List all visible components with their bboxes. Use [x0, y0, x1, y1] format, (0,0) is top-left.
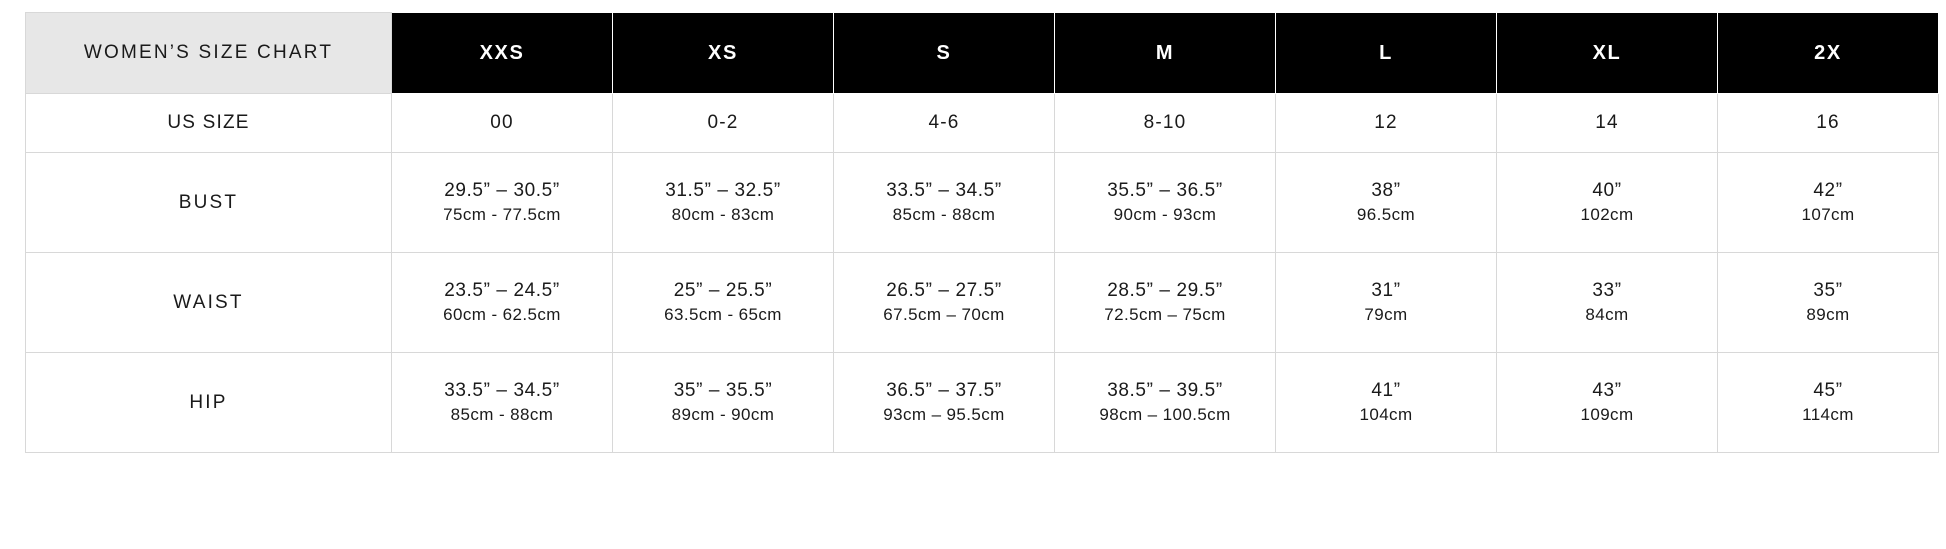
cell-hip-xs [613, 353, 834, 453]
cell-us-size-xs: 0-2 [613, 94, 834, 153]
womens-size-chart-table [25, 12, 1939, 453]
value-inches: 35” – 35.5” [673, 380, 773, 402]
cell-bust-xl [1497, 153, 1718, 253]
column-header-xl: XL [1497, 13, 1718, 94]
value-inches: 38.5” – 39.5” [1107, 380, 1223, 402]
table-row-us-size [26, 94, 1939, 153]
cell-hip-2x [1718, 353, 1939, 453]
value-cm: 67.5cm – 70cm [883, 304, 1005, 324]
cell-waist-s [834, 253, 1055, 353]
row-label-bust: BUST [26, 153, 392, 253]
value-inches: 42” [1813, 180, 1843, 202]
cell-hip-xl [1497, 353, 1718, 453]
value-cm: 114cm [1802, 404, 1854, 424]
value-cm: 63.5cm - 65cm [664, 304, 782, 324]
column-header-l: L [1276, 13, 1497, 94]
value-cm: 109cm [1580, 404, 1634, 424]
value-inches: 23.5” – 24.5” [444, 280, 560, 302]
value-cm: 102cm [1580, 204, 1634, 224]
value-inches: 28.5” – 29.5” [1107, 280, 1223, 302]
value-cm: 79cm [1364, 304, 1408, 324]
cell-waist-2x [1718, 253, 1939, 353]
row-label-hip: HIP [26, 353, 392, 453]
value-cm: 96.5cm [1356, 204, 1416, 224]
chart-title: WOMEN’S SIZE CHART [26, 13, 392, 94]
value-inches: 33.5” – 34.5” [444, 380, 560, 402]
value-inches: 33” [1592, 280, 1622, 302]
value-cm: 93cm – 95.5cm [883, 404, 1005, 424]
value-inches: 26.5” – 27.5” [886, 280, 1002, 302]
cell-hip-s [834, 353, 1055, 453]
value-inches: 31.5” – 32.5” [665, 180, 781, 202]
cell-us-size-l: 12 [1276, 94, 1497, 153]
table-header [26, 13, 1939, 94]
cell-us-size-s: 4-6 [834, 94, 1055, 153]
cell-waist-m [1055, 253, 1276, 353]
cell-us-size-2x: 16 [1718, 94, 1939, 153]
value-cm: 89cm - 90cm [671, 404, 775, 424]
cell-hip-xxs [392, 353, 613, 453]
header-row [26, 13, 1939, 94]
cell-waist-xl [1497, 253, 1718, 353]
column-header-xxs: XXS [392, 13, 613, 94]
column-header-m: M [1055, 13, 1276, 94]
value-inches: 35.5” – 36.5” [1107, 180, 1223, 202]
value-inches: 33.5” – 34.5” [886, 180, 1002, 202]
value-cm: 104cm [1359, 404, 1413, 424]
value-cm: 98cm – 100.5cm [1099, 404, 1231, 424]
cell-bust-2x [1718, 153, 1939, 253]
value-inches: 41” [1371, 380, 1401, 402]
cell-waist-l [1276, 253, 1497, 353]
value-inches: 38” [1371, 180, 1401, 202]
value-cm: 85cm - 88cm [892, 204, 996, 224]
value-inches: 31” [1371, 280, 1401, 302]
value-inches: 35” [1813, 280, 1843, 302]
cell-bust-xs [613, 153, 834, 253]
value-inches: 43” [1592, 380, 1622, 402]
table-row-bust [26, 153, 1939, 253]
table-row-hip [26, 353, 1939, 453]
value-cm: 89cm [1806, 304, 1850, 324]
value-inches: 45” [1813, 380, 1843, 402]
value-cm: 60cm - 62.5cm [443, 304, 561, 324]
cell-bust-xxs [392, 153, 613, 253]
cell-bust-l [1276, 153, 1497, 253]
value-inches: 36.5” – 37.5” [886, 380, 1002, 402]
value-inches: 29.5” – 30.5” [444, 180, 560, 202]
value-cm: 80cm - 83cm [671, 204, 775, 224]
column-header-s: S [834, 13, 1055, 94]
cell-us-size-m: 8-10 [1055, 94, 1276, 153]
cell-waist-xs [613, 253, 834, 353]
row-label-waist: WAIST [26, 253, 392, 353]
cell-waist-xxs [392, 253, 613, 353]
row-label-us-size: US SIZE [26, 94, 392, 153]
cell-hip-l [1276, 353, 1497, 453]
cell-us-size-xl: 14 [1497, 94, 1718, 153]
cell-bust-s [834, 153, 1055, 253]
value-cm: 84cm [1585, 304, 1629, 324]
value-cm: 90cm - 93cm [1113, 204, 1217, 224]
cell-hip-m [1055, 353, 1276, 453]
value-cm: 75cm - 77.5cm [443, 204, 561, 224]
column-header-2x: 2X [1718, 13, 1939, 94]
value-inches: 40” [1592, 180, 1622, 202]
value-cm: 85cm - 88cm [450, 404, 554, 424]
value-inches: 25” – 25.5” [673, 280, 773, 302]
table-body [26, 94, 1939, 453]
value-cm: 107cm [1801, 204, 1855, 224]
column-header-xs: XS [613, 13, 834, 94]
table-row-waist [26, 253, 1939, 353]
cell-bust-m [1055, 153, 1276, 253]
cell-us-size-xxs: 00 [392, 94, 613, 153]
value-cm: 72.5cm – 75cm [1104, 304, 1226, 324]
